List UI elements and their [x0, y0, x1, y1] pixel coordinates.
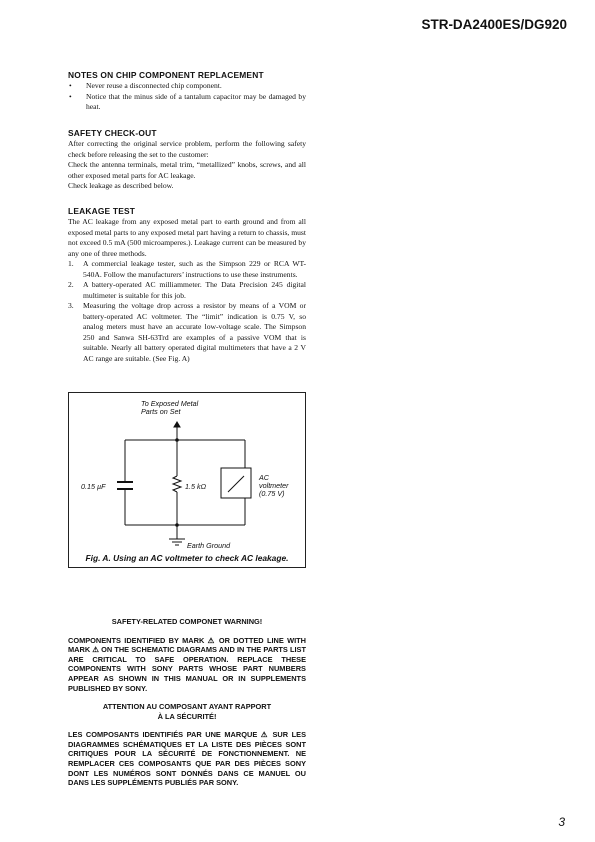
notes-item-text: Never reuse a disconnected chip component. [86, 81, 222, 90]
safety-section [68, 128, 306, 192]
safety-para-2: Check the antenna terminals, metal trim, “metallized” knobs, screws, and all other exposed metal parts for AC leakage. [68, 160, 306, 180]
item-text: A commercial leakage tester, such as the Simpson 229 or RCA WT-540A. Follow the manufacturers’ instructions to use these instruments. [83, 259, 306, 279]
voltmeter-needle [228, 476, 244, 492]
figure-a-leakage-circuit [68, 392, 306, 568]
bullet-mark: • [69, 91, 72, 101]
item-text: Measuring the voltage drop across a resistor by means of a VOM or battery-operated AC voltmeter. The “limit” indication is 0.75 V, so analog meters must have an accurate low-voltage scale. The Simpson 250 and Sanwa SH-63Trd are examples of a passive VOM that is suitable. Nearly all battery operated digital multimeters that have a 2 V AC range are suitable. (See Fig. A) [83, 301, 306, 363]
leakage-section [68, 206, 306, 364]
list-item [68, 280, 306, 301]
item-number: 2. [68, 280, 74, 289]
bullet-mark: • [69, 81, 72, 90]
list-item [68, 81, 306, 92]
warning-fr-title-2: À LA SÉCURITÉ! [157, 711, 217, 721]
warning-fr-title-1: ATTENTION AU COMPOSANT AYANT RAPPORT [102, 702, 272, 711]
safety-title: SAFETY CHECK-OUT [68, 128, 157, 138]
page-number: 3 [558, 815, 565, 829]
meter-label-2: voltmeter [259, 481, 289, 490]
figure-top-label-1: To Exposed Metal [141, 399, 199, 408]
notes-section [68, 70, 306, 113]
figure-top-label-2: Parts on Set [141, 407, 181, 416]
safety-warning-fr [68, 702, 306, 788]
junction-dot [175, 523, 179, 527]
meter-label-1: AC [259, 473, 269, 482]
meter-label-3: (0.75 V) [259, 489, 285, 498]
item-number: 3. [68, 301, 74, 310]
item-text: A battery-operated AC milliammeter. The Data Precision 245 digital multimeter is suitable for this job. [83, 280, 306, 300]
probe-arrow-icon [174, 422, 180, 427]
safety-para-1: After correcting the original service problem, perform the following safety check before releasing the set to the customer: [68, 139, 306, 159]
warning-fr-text: LES COMPOSANTS IDENTIFIÉS PAR UNE MARQUE ⚠ SUR LES DIAGRAMMES SCHÉMATIQUES ET LA LISTE DES PIÈCES SONT CRITIQUES POUR LA SÉCURITÉ DE FONCTIONNEMENT. NE REMPLACER CES COMPOSANTS QUE PAR DES PIÈCES SONY DONT LES NUMÉROS SONT DONNÉS DANS CE MANUEL OU DANS LES SUPPLÉMENTS PUBLIÉS PAR SONY. [68, 730, 306, 788]
list-item [68, 301, 306, 364]
leakage-para: The AC leakage from any exposed metal part to earth ground and from all exposed metal parts to any exposed metal part having a return to chassis, must not exceed 0.5 mA (500 microamperes.). Leakage current can be measured by any one of three methods. [68, 217, 306, 258]
resistor-symbol-icon [173, 476, 181, 492]
list-item [68, 259, 306, 280]
list-item [68, 92, 306, 113]
resistor-label: 1.5 kΩ [185, 482, 207, 491]
warning-en-title: SAFETY-RELATED COMPONET WARNING! [111, 617, 263, 626]
item-number: 1. [68, 259, 74, 268]
warning-en-text: COMPONENTS IDENTIFIED BY MARK ⚠ OR DOTTED LINE WITH MARK ⚠ ON THE SCHEMATIC DIAGRAMS AND IN THE PARTS LIST ARE CRITICAL TO SAFE OPERATION. REPLACE THESE COMPONENTS WITH SONY PARTS WHOSE PART NUMBERS APPEAR AS SHOWN IN THIS MANUAL OR IN SUPPLEMENTS PUBLISHED BY SONY. [68, 635, 306, 693]
figure-caption: Fig. A. Using an AC voltmeter to check AC leakage. [85, 553, 289, 563]
page-header-model: STR-DA2400ES/DG920 [421, 17, 567, 32]
capacitor-label: 0.15 µF [81, 482, 106, 491]
safety-para-3: Check leakage as described below. [68, 181, 174, 190]
voltmeter-box-icon [221, 468, 251, 498]
notes-title: NOTES ON CHIP COMPONENT REPLACEMENT [68, 70, 264, 80]
leakage-methods-list [68, 259, 306, 364]
notes-list [68, 81, 306, 113]
junction-dot [175, 438, 179, 442]
notes-item-text: Notice that the minus side of a tantalum capacitor may be damaged by heat. [86, 91, 306, 111]
safety-warning-en [68, 617, 306, 693]
ground-label: Earth Ground [187, 541, 231, 550]
leakage-title: LEAKAGE TEST [68, 206, 136, 216]
